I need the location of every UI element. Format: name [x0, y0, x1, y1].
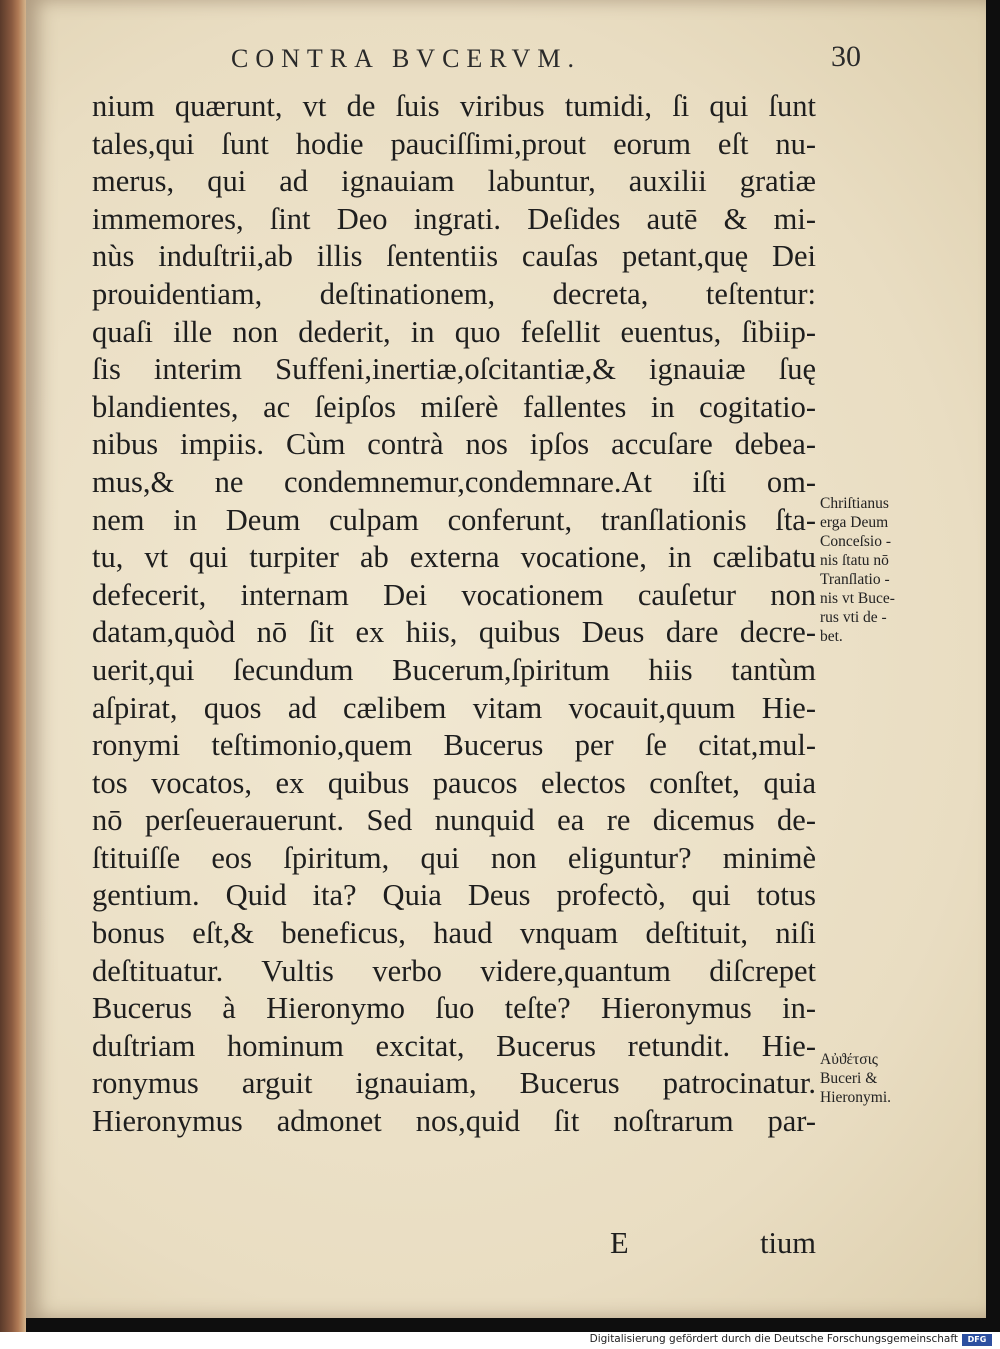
text-line: tales,qui ſunt hodie pauciſſimi,prout eorum eſt nu-	[92, 126, 816, 161]
signature-mark: E	[610, 1226, 629, 1260]
text-line: gentium. Quid ita? Quia Deus profectò, qui totus	[92, 878, 816, 913]
page-header	[231, 42, 861, 82]
text-line: bonus eſt,& beneficus, haud vnquam deſtituit, niſi	[92, 916, 816, 951]
running-title: CONTRA BVCERVM.	[231, 44, 581, 73]
book-spine	[0, 0, 26, 1332]
marginal-note-line: Hieronymi.	[820, 1089, 892, 1106]
text-line: nem in Deum culpam conferunt, tranſlationis ſta-	[92, 502, 816, 537]
text-line: Bucerus à Hieronymo ſuo teſte? Hieronymus in-	[92, 991, 816, 1026]
text-line: defecerit, internam Dei vocationem cauſetur non	[92, 577, 816, 612]
text-line: nō perſeuerauerunt. Sed nunquid ea re dicemus de-	[92, 803, 816, 838]
text-line: uerit,qui ſecundum Bucerum,ſpiritum hiis tantùm	[92, 652, 816, 687]
text-line: deſtituatur. Vultis verbo videre,quantum diſcrepet	[92, 953, 816, 988]
catchword: tium	[760, 1226, 816, 1260]
text-line: tos vocatos, ex quibus paucos electos conſtet, quia	[92, 765, 816, 800]
text-line: quaſi ille non dederit, in quo feſellit euentus, ſibiip-	[92, 314, 816, 349]
marginal-note-line: Conceſsio -	[820, 533, 892, 550]
marginal-note-line: erga Deum	[820, 514, 889, 531]
text-line: aſpirat, quos ad cælibem vitam vocauit,quum Hie-	[92, 690, 816, 725]
marginal-note-line: Buceri &	[820, 1070, 878, 1087]
footer-bar	[0, 1332, 1000, 1349]
body-text	[92, 88, 816, 1141]
marginal-note-line: bet.	[820, 628, 843, 645]
text-line: Hieronymus admonet nos,quid ſit noſtrarum par-	[92, 1104, 816, 1139]
text-line: tu, vt qui turpiter ab externa vocatione, in cælibatu	[92, 540, 816, 575]
text-line: blandientes, ac ſeipſos miſerè fallentes in cogitatio-	[92, 389, 816, 424]
text-line: ronymus arguit ignauiam, Bucerus patrocinatur.	[92, 1066, 816, 1101]
marginal-note-line: rus vti de -	[820, 609, 887, 626]
marginal-note-line: nis ſtatu nō	[820, 552, 889, 569]
marginal-note-line: Αὐϑέτσις	[820, 1051, 878, 1068]
digitization-credit: Digitalisierung gefördert durch die Deutsche Forschungsgemeinschaft	[589, 1333, 958, 1345]
text-line: datam,quòd nō ſit ex hiis, quibus Deus dare decre-	[92, 615, 816, 650]
marginal-note-line: Chriſtianus	[820, 495, 889, 512]
text-line: mus,& ne condemnemur,condemnare.At iſti om-	[92, 464, 816, 499]
text-line: nium quærunt, vt de ſuis viribus tumidi, ſi qui ſunt	[92, 89, 816, 123]
text-line: ſtituiſſe eos ſpiritum, qui non eliguntur? minimè	[92, 840, 816, 875]
text-line: nùs induſtrii,ab illis ſententiis cauſas petant,quę Dei	[92, 239, 816, 274]
page-number: 30	[831, 40, 861, 73]
marginal-note	[820, 1050, 938, 1107]
marginal-note-line: nis vt Buce-	[820, 590, 895, 607]
text-line: nibus impiis. Cùm contrà nos ipſos accuſare debea-	[92, 427, 816, 462]
text-line: duſtriam hominum excitat, Bucerus retundit. Hie-	[92, 1028, 816, 1063]
text-line: ronymi teſtimonio,quem Bucerus per ſe citat,mul-	[92, 728, 816, 763]
text-line: prouidentiam, deſtinationem, decreta, teſtentur:	[92, 276, 816, 311]
marginal-note-line: Tranſlatio -	[820, 571, 890, 588]
text-line: ſis interim Suffeni,inertiæ,oſcitantiæ,& ignauiæ ſuę	[92, 352, 816, 387]
text-line: immemores, ſint Deo ingrati. Deſides autē & mi-	[92, 201, 816, 236]
text-line: merus, qui ad ignauiam labuntur, auxilii gratiæ	[92, 164, 816, 199]
dfg-logo: DFG	[962, 1334, 992, 1346]
marginal-note	[820, 494, 938, 646]
catchword-line	[92, 1226, 816, 1266]
